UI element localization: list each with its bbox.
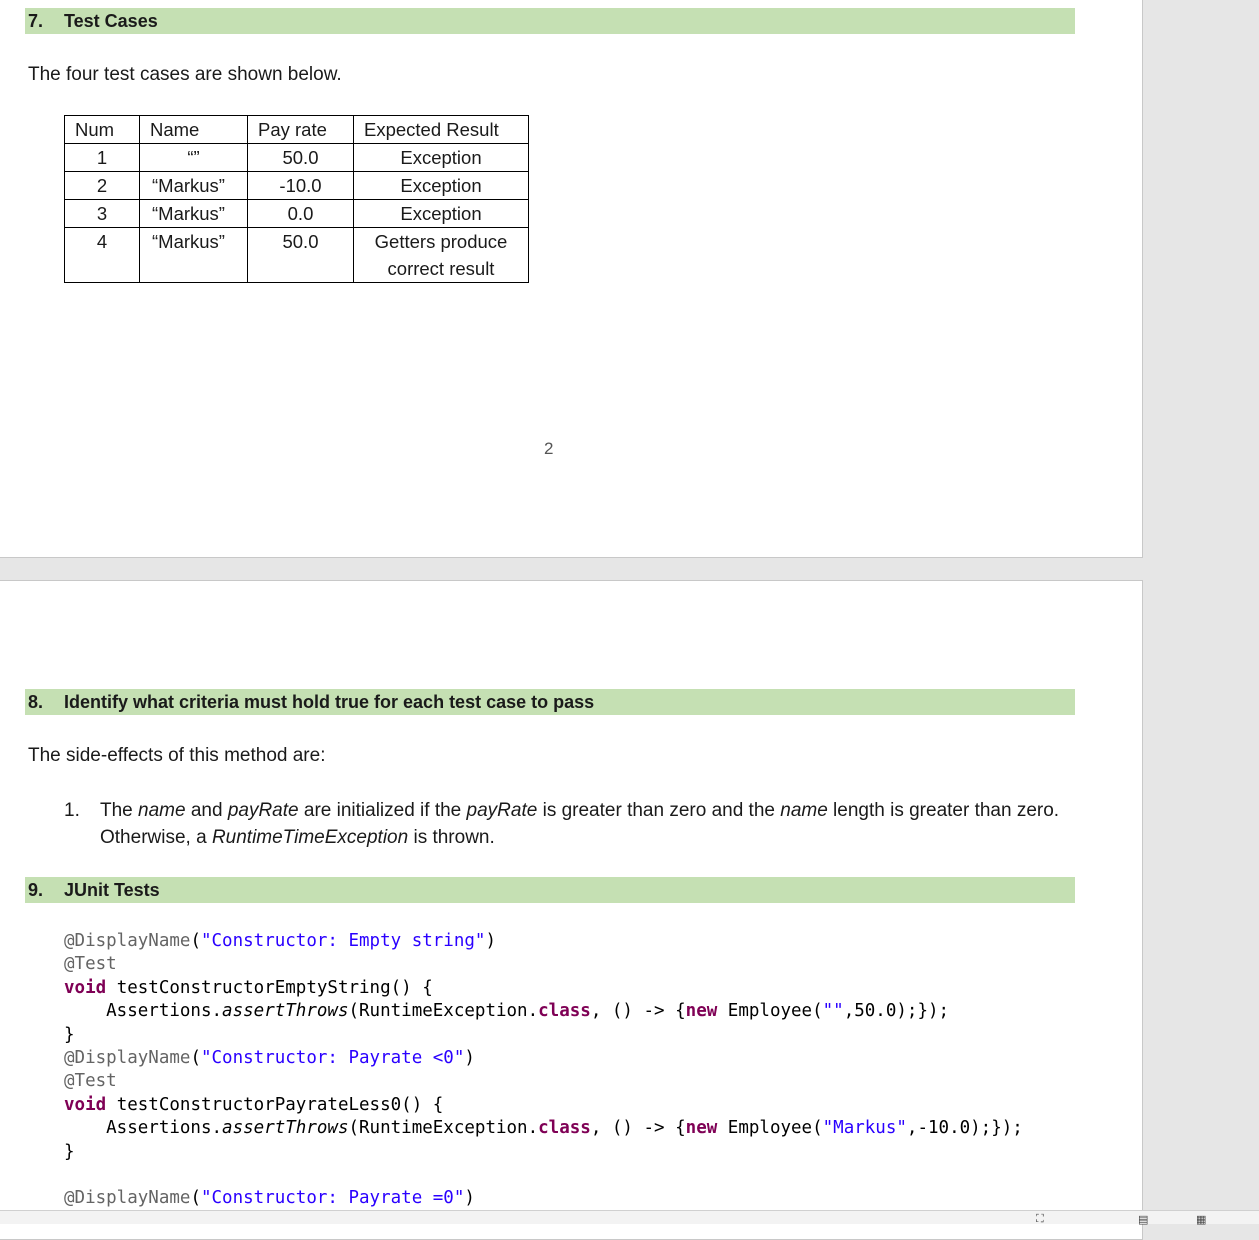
document-page-1 xyxy=(0,0,1143,558)
string-literal: "Markus" xyxy=(822,1118,907,1139)
code-line: @DisplayName("Constructor: Empty string") xyxy=(64,931,497,951)
text-run-italic: RuntimeTimeException xyxy=(211,827,409,848)
string-literal: "Constructor: Empty string" xyxy=(200,931,486,951)
print-layout-icon[interactable]: ▦ xyxy=(1196,1214,1207,1226)
table-header-row xyxy=(65,116,529,144)
cell-name: “Markus” xyxy=(140,228,248,283)
section-9-heading xyxy=(25,877,1075,903)
cell-pay-rate: 50.0 xyxy=(248,144,354,172)
method-name: assertThrows xyxy=(222,1001,349,1022)
list-item-text xyxy=(100,797,1090,851)
string-literal: "" xyxy=(822,1001,844,1022)
section-8-heading xyxy=(25,689,1075,715)
section-7-number: 7. xyxy=(28,11,44,31)
cell-expected: Getters produce correct result xyxy=(354,228,529,283)
read-mode-icon[interactable]: ▤ xyxy=(1138,1214,1149,1226)
annotation: @DisplayName xyxy=(64,1048,191,1069)
section-9-number: 9. xyxy=(28,880,44,900)
table-row xyxy=(65,200,529,228)
code-text: (RuntimeException. xyxy=(348,1118,539,1139)
table-row xyxy=(65,228,529,283)
section-8-number: 8. xyxy=(28,692,44,712)
code-text: } xyxy=(64,1141,75,1162)
code-text: Employee( xyxy=(717,1118,823,1139)
section-7-intro: The four test cases are shown below. xyxy=(28,64,342,85)
code-text: Assertions. xyxy=(64,1118,223,1139)
list-marker: 1. xyxy=(64,800,80,821)
code-text: Employee( xyxy=(717,1001,823,1022)
code-text: (RuntimeException. xyxy=(348,1001,539,1022)
junit-code-block: @DisplayName("Constructor: Empty string") @Test void testConstructorEmptyString() { Assertions.assertThrows(RuntimeException.class, () -> {new Employee("",50.0);}); } @DisplayName("Constructor: Payrate <0") @Test void testConstructorPayrateLess0() { Assertions.assertThrows(RuntimeException.class, () -> {new Employee("Markus",-10.0);}); } @DisplayName("Constructor: Payrate =0") xyxy=(64,931,1023,1209)
code-text: } xyxy=(64,1024,75,1045)
keyword: void xyxy=(64,1094,107,1115)
cell-expected: Exception xyxy=(354,144,529,172)
cell-num: 2 xyxy=(65,172,140,200)
page-number: 2 xyxy=(544,439,554,458)
code-text: , () -> { xyxy=(590,1118,686,1139)
cell-pay-rate: -10.0 xyxy=(248,172,354,200)
text-run: are initialized if the xyxy=(298,800,467,821)
cell-pay-rate: 50.0 xyxy=(248,228,354,283)
cell-num: 1 xyxy=(65,144,140,172)
text-run: is greater than zero and the xyxy=(537,800,781,821)
cell-num: 4 xyxy=(65,228,140,283)
code-text: ,50.0);}); xyxy=(843,1001,950,1022)
focus-mode-icon[interactable]: ⛶ xyxy=(1036,1213,1044,1225)
code-text: ,-10.0);}); xyxy=(906,1118,1023,1139)
section-8-intro: The side-effects of this method are: xyxy=(28,745,326,766)
status-bar xyxy=(0,1210,1259,1224)
code-text: Assertions. xyxy=(64,1001,223,1022)
test-cases-table xyxy=(64,115,529,283)
header-name: Name xyxy=(140,116,248,144)
annotation: @DisplayName xyxy=(64,931,191,951)
text-run-italic: name xyxy=(138,800,186,821)
code-text: , () -> { xyxy=(590,1001,686,1022)
cell-pay-rate: 0.0 xyxy=(248,200,354,228)
cell-expected: Exception xyxy=(354,172,529,200)
method-name: assertThrows xyxy=(222,1118,349,1139)
method-signature: testConstructorPayrateLess0() { xyxy=(106,1094,444,1115)
keyword: class xyxy=(538,1001,591,1022)
annotation: @DisplayName xyxy=(64,1188,191,1209)
string-literal: "Constructor: Payrate <0" xyxy=(200,1048,465,1069)
text-run: The xyxy=(100,800,139,821)
cell-expected: Exception xyxy=(354,200,529,228)
cell-name: “Markus” xyxy=(140,200,248,228)
section-8-title: Identify what criteria must hold true for each test case to pass xyxy=(64,692,595,712)
cell-num: 3 xyxy=(65,200,140,228)
keyword: void xyxy=(64,977,107,998)
section-7-heading xyxy=(25,8,1075,34)
text-run-italic: payRate xyxy=(227,800,299,821)
cell-name: “” xyxy=(140,144,248,172)
annotation: @Test xyxy=(64,1071,117,1092)
keyword: class xyxy=(538,1118,591,1139)
header-pay-rate: Pay rate xyxy=(248,116,354,144)
header-num: Num xyxy=(65,116,140,144)
document-page-2 xyxy=(0,580,1143,1240)
text-run-italic: name xyxy=(780,800,828,821)
text-run: is thrown. xyxy=(408,827,495,848)
section-9-title: JUnit Tests xyxy=(64,880,160,900)
string-literal: "Constructor: Payrate =0" xyxy=(200,1188,465,1209)
table-row xyxy=(65,144,529,172)
header-expected-result: Expected Result xyxy=(354,116,529,144)
text-run: length is greater than zero. Otherwise, a xyxy=(100,800,1060,848)
method-signature: testConstructorEmptyString() { xyxy=(106,977,433,998)
keyword: new xyxy=(685,1001,718,1022)
keyword: new xyxy=(685,1118,718,1139)
table-row xyxy=(65,172,529,200)
annotation: @Test xyxy=(64,954,117,975)
section-7-title: Test Cases xyxy=(64,11,158,31)
text-run: and xyxy=(185,800,228,821)
text-run-italic: payRate xyxy=(466,800,538,821)
cell-name: “Markus” xyxy=(140,172,248,200)
